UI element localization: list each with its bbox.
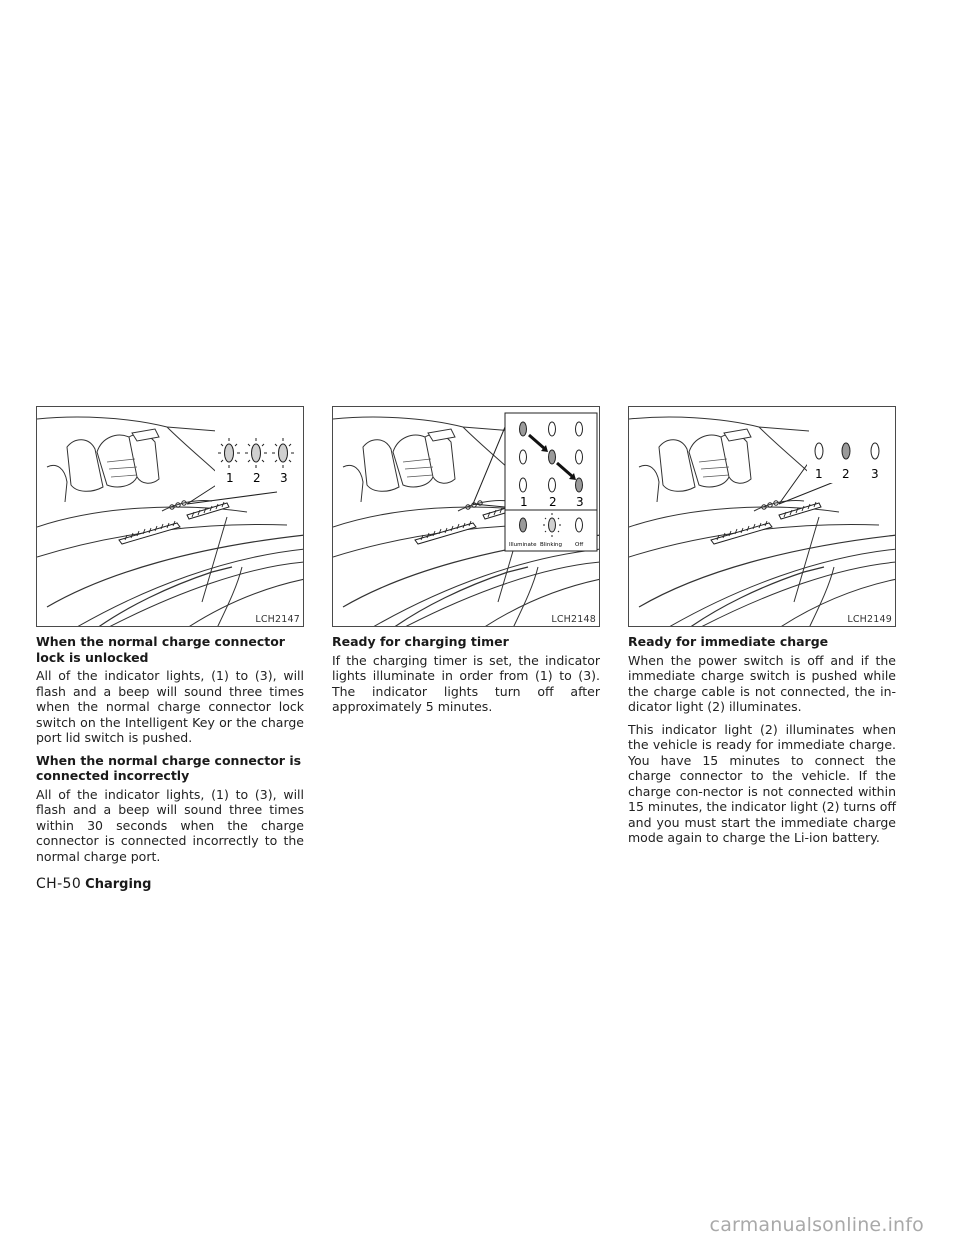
section-body: This indicator light (2) illuminates when the vehicle is ready for immediate charge. You have 15 minutes to connect the charge connector to the vehicle. If the charge con-nector is not connected within 15 minutes, the indicator light (2) turns off and you must start the immediate charge mode again to charge the Li-ion battery.	[628, 721, 896, 845]
light-label-3: 3	[871, 467, 879, 481]
light-label-2: 2	[549, 495, 557, 509]
light-label-2: 2	[842, 467, 850, 481]
indicator-lights-all-flashing-illustration	[37, 407, 304, 627]
section-body: All of the indicator lights, (1) to (3), will flash and a beep will sound three times within 30 seconds when the charge connector is connected incorrectly to the normal charge port.	[36, 786, 304, 864]
figure-code: LCH2149	[847, 614, 892, 625]
section-body: All of the indicator lights, (1) to (3), will flash and a beep will sound three times when the normal charge connector lock switch on the Intelligent Key or the charge port lid switch is pushed.	[36, 668, 304, 745]
text-column-2	[332, 634, 600, 722]
section-heading: Ready for charging timer	[332, 634, 509, 649]
indicator-light-2-illustration	[629, 407, 896, 627]
legend-blinking: Blinking	[540, 542, 563, 548]
section-heading: When the normal charge connector lock is unlocked	[36, 634, 285, 665]
legend-off: Off	[575, 542, 584, 548]
section-heading: Ready for immediate charge	[628, 634, 829, 649]
light-label-2: 2	[253, 471, 261, 485]
text-column-1	[36, 634, 304, 871]
figure-lch2149	[628, 406, 896, 627]
figure-code: LCH2148	[551, 614, 596, 625]
legend-illuminate: Illuminate	[509, 542, 537, 548]
section-body: If the charging timer is set, the indicator lights illuminate in order from (1) to (3). The indicator lights turn off after approximately 5 minutes.	[332, 652, 600, 714]
page-footer	[36, 876, 151, 892]
section-name: Charging	[85, 877, 152, 892]
figure-lch2147	[36, 406, 304, 627]
page-number: CH-50	[36, 876, 82, 892]
light-label-3: 3	[280, 471, 288, 485]
light-label-1: 1	[520, 495, 528, 509]
indicator-lights-sequence-illustration	[333, 407, 600, 627]
light-label-1: 1	[815, 467, 823, 481]
light-label-3: 3	[576, 495, 584, 509]
watermark: carmanualsonline.info	[709, 1214, 924, 1236]
figure-code: LCH2147	[255, 614, 300, 625]
light-label-1: 1	[226, 471, 234, 485]
figure-lch2148	[332, 406, 600, 627]
section-heading: When the normal charge connector is connected incorrectly	[36, 752, 302, 783]
section-body: When the power switch is off and if the immediate charge switch is pushed while the charge cable is not connected, the in-dicator light (2) illuminates.	[628, 652, 896, 714]
text-column-3	[628, 634, 896, 853]
